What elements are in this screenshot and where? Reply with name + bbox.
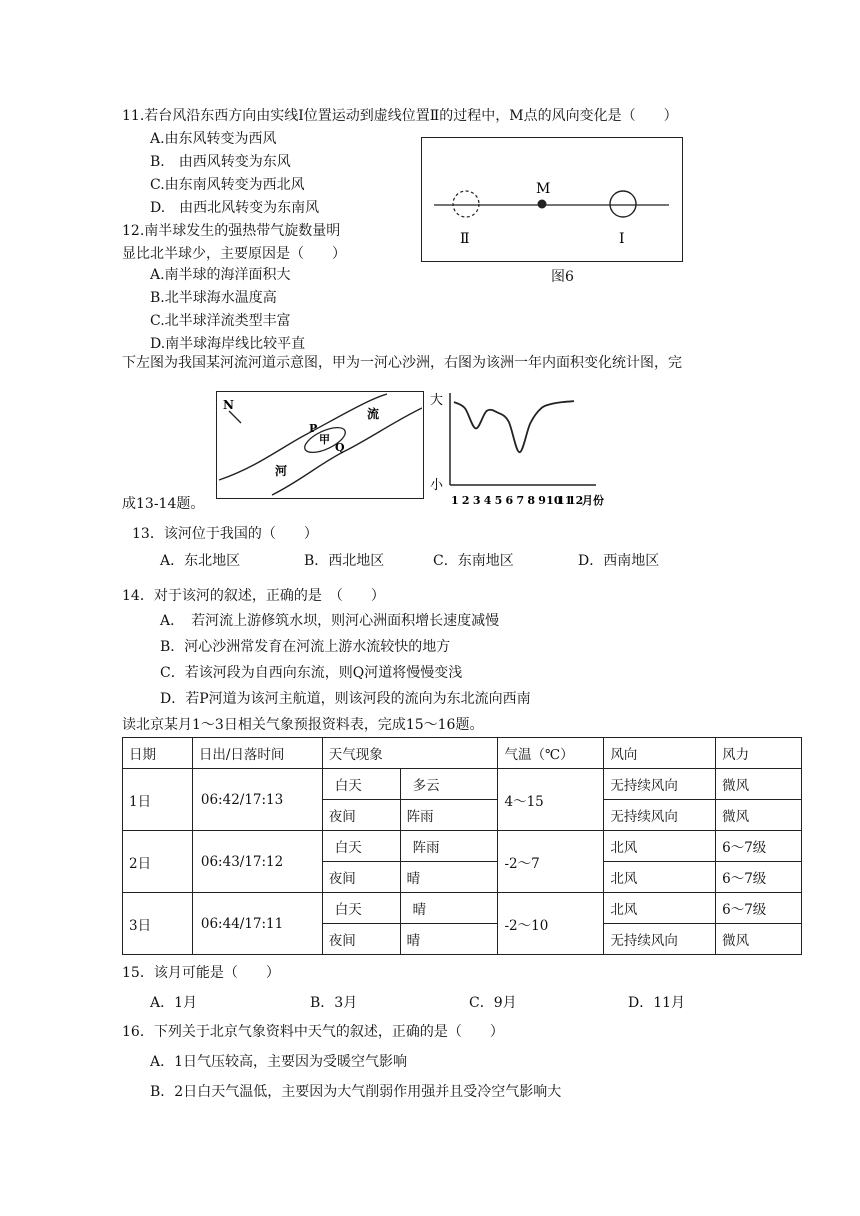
q15-option-a: A．1月 <box>150 995 198 1011</box>
chart-x-tick-label: 11 <box>557 494 573 507</box>
day1-wind-dir-night: 无持续风向 <box>604 800 716 831</box>
day2-wind-dir-night: 北风 <box>604 862 716 893</box>
chart-x-tick-label: 2 <box>461 494 470 507</box>
q13-option-d: D．西南地区 <box>578 553 660 569</box>
q12-option-b: B.北半球海水温度高 <box>150 290 277 306</box>
point-m-dot <box>538 200 547 209</box>
label-he: 河 <box>275 464 288 478</box>
q11-stem: 11.若台风沿东西方向由实线Ⅰ位置运动到虚线位置Ⅱ的过程中，M点的风向变化是（ ） <box>122 108 678 124</box>
label-ii: Ⅱ <box>460 231 470 247</box>
header-wind-force: 风力 <box>716 738 802 769</box>
header-sun: 日出/日落时间 <box>192 738 322 769</box>
label-i: Ⅰ <box>619 231 625 247</box>
day1-day-weather: 多云 <box>400 769 498 800</box>
day3-night-label: 夜间 <box>322 924 400 955</box>
day2-sun: 06:43/17:12 <box>192 831 322 893</box>
day3-wind-force-night: 微风 <box>716 924 802 955</box>
day1-wind-force-day: 微风 <box>716 769 802 800</box>
north-arrow-icon <box>229 411 241 423</box>
intro-13-14-line2: 成13-14题。 <box>122 496 205 512</box>
q16-option-a: A．1日气压较高，主要因为受暖空气影响 <box>150 1054 408 1070</box>
q14-stem: 14．对于该河的叙述，正确的是 （ ） <box>122 588 385 604</box>
day2-wind-force-day: 6～7级 <box>716 831 802 862</box>
chart-x-tick-label: 6 <box>505 494 514 507</box>
day2-day-label: 白天 <box>322 831 400 862</box>
typhoon-position-ii <box>453 191 479 217</box>
chart-x-tick-label: 12 <box>568 494 584 507</box>
header-wind-dir: 风向 <box>604 738 716 769</box>
label-m: M <box>536 181 551 197</box>
q11-option-b: B. 由西风转变为东风 <box>150 154 291 170</box>
q11-option-a: A.由东风转变为西风 <box>150 131 277 147</box>
q13-option-b: B．西北地区 <box>304 553 385 569</box>
table-header-row <box>123 738 802 769</box>
label-q: Q <box>335 441 345 454</box>
day2-wind-force-night: 6～7级 <box>716 862 802 893</box>
q12-option-c: C.北半球洋流类型丰富 <box>150 313 291 329</box>
day1-date: 1日 <box>123 769 193 831</box>
day3-wind-dir-day: 北风 <box>604 893 716 924</box>
day2-night-label: 夜间 <box>322 862 400 893</box>
chart-x-tick-label: 3 <box>472 494 481 507</box>
q14-option-d: D．若P河道为该河主航道，则该河段的流向为东北流向西南 <box>160 691 531 707</box>
q13-option-c: C．东南地区 <box>433 553 514 569</box>
day3-wind-dir-night: 无持续风向 <box>604 924 716 955</box>
header-weather: 天气现象 <box>322 738 498 769</box>
q15-option-b: B．3月 <box>310 995 358 1011</box>
day2-night-weather: 晴 <box>400 862 498 893</box>
label-jia: 甲 <box>319 433 330 446</box>
header-temp: 气温（℃） <box>498 738 604 769</box>
day3-night-weather: 晴 <box>400 924 498 955</box>
day2-temp: -2～7 <box>498 831 604 893</box>
intro-15-16: 读北京某月1～3日相关气象预报资料表，完成15～16题。 <box>122 717 484 733</box>
q14-option-a: A． 若河流上游修筑水坝，则河心洲面积增长速度减慢 <box>160 613 500 629</box>
day2-day-weather: 阵雨 <box>400 831 498 862</box>
q12-stem-line2: 显比北半球少，主要原因是（ ） <box>122 246 346 262</box>
q13-option-a: A．东北地区 <box>160 553 241 569</box>
table-row <box>123 769 802 800</box>
q16-stem: 16．下列关于北京气象资料中天气的叙述，正确的是（ ） <box>122 1024 504 1040</box>
q14-option-b: B．河心沙洲常发育在河流上游水流较快的地方 <box>160 639 451 655</box>
day2-wind-dir-day: 北风 <box>604 831 716 862</box>
chart-ylabel-bottom: 小 <box>430 478 444 493</box>
q16-option-b: B．2日白天气温低，主要因为大气削弱作用强并且受冷空气影响大 <box>150 1084 562 1100</box>
day3-wind-force-day: 6～7级 <box>716 893 802 924</box>
figure-6-caption: 图6 <box>551 269 574 285</box>
day3-sun: 06:44/17:11 <box>192 893 322 955</box>
q11-option-d: D. 由西北风转变为东南风 <box>150 200 320 216</box>
q12-option-d: D.南半球海岸线比较平直 <box>150 336 306 352</box>
day1-sun: 06:42/17:13 <box>192 769 322 831</box>
north-label: N <box>223 398 234 412</box>
weather-table <box>122 737 802 955</box>
chart-x-tick-label: 7 <box>516 494 525 507</box>
chart-series-line <box>454 401 574 452</box>
chart-x-tick-label: 4 <box>483 494 492 507</box>
day1-night-weather: 阵雨 <box>400 800 498 831</box>
q11-option-c: C.由东南风转变为西北风 <box>150 177 305 193</box>
chart-x-tick-label: 10 <box>546 494 562 507</box>
typhoon-position-i <box>610 191 636 217</box>
chart-x-tick-label: 8 <box>527 494 536 507</box>
sandbar-area-chart <box>428 387 608 509</box>
day3-day-weather: 晴 <box>400 893 498 924</box>
day2-date: 2日 <box>123 831 193 893</box>
q15-stem: 15．该月可能是（ ） <box>122 965 280 981</box>
label-liu: 流 <box>367 407 380 421</box>
river-bank-north <box>219 394 387 480</box>
river-map-frame <box>216 391 424 499</box>
figure-6-frame <box>421 137 683 262</box>
day3-temp: -2～10 <box>498 893 604 955</box>
chart-x-ticks <box>451 494 583 507</box>
chart-x-tick-label: 5 <box>494 494 503 507</box>
table-row <box>123 893 802 924</box>
q14-option-c: C．若该河段为自西向东流，则Q河道将慢慢变浅 <box>160 665 463 681</box>
chart-ylabel-top: 大 <box>430 393 444 408</box>
label-p: P <box>309 422 318 435</box>
day1-night-label: 夜间 <box>322 800 400 831</box>
q13-stem: 13．该河位于我国的（ ） <box>132 526 318 542</box>
day1-day-label: 白天 <box>322 769 400 800</box>
q12-stem-line1: 12.南半球发生的强热带气旋数量明 <box>122 223 341 239</box>
river-map <box>217 392 422 497</box>
q15-option-d: D．11月 <box>628 995 686 1011</box>
chart-x-unit: 月份 <box>582 494 604 507</box>
chart-x-tick-label: 1 <box>451 494 459 507</box>
header-date: 日期 <box>123 738 193 769</box>
day1-wind-dir-day: 无持续风向 <box>604 769 716 800</box>
table-row <box>123 831 802 862</box>
chart-x-tick-label: 9 <box>538 494 546 507</box>
figure-6-diagram <box>422 138 681 260</box>
day1-temp: 4～15 <box>498 769 604 831</box>
river-bank-south <box>272 408 422 495</box>
intro-13-14-line1: 下左图为我国某河流河道示意图，甲为一河心沙洲，右图为该洲一年内面积变化统计图，完 <box>122 355 682 371</box>
day3-day-label: 白天 <box>322 893 400 924</box>
q15-option-c: C．9月 <box>469 995 517 1011</box>
day3-date: 3日 <box>123 893 193 955</box>
day1-wind-force-night: 微风 <box>716 800 802 831</box>
q12-option-a: A.南半球的海洋面积大 <box>150 267 291 283</box>
